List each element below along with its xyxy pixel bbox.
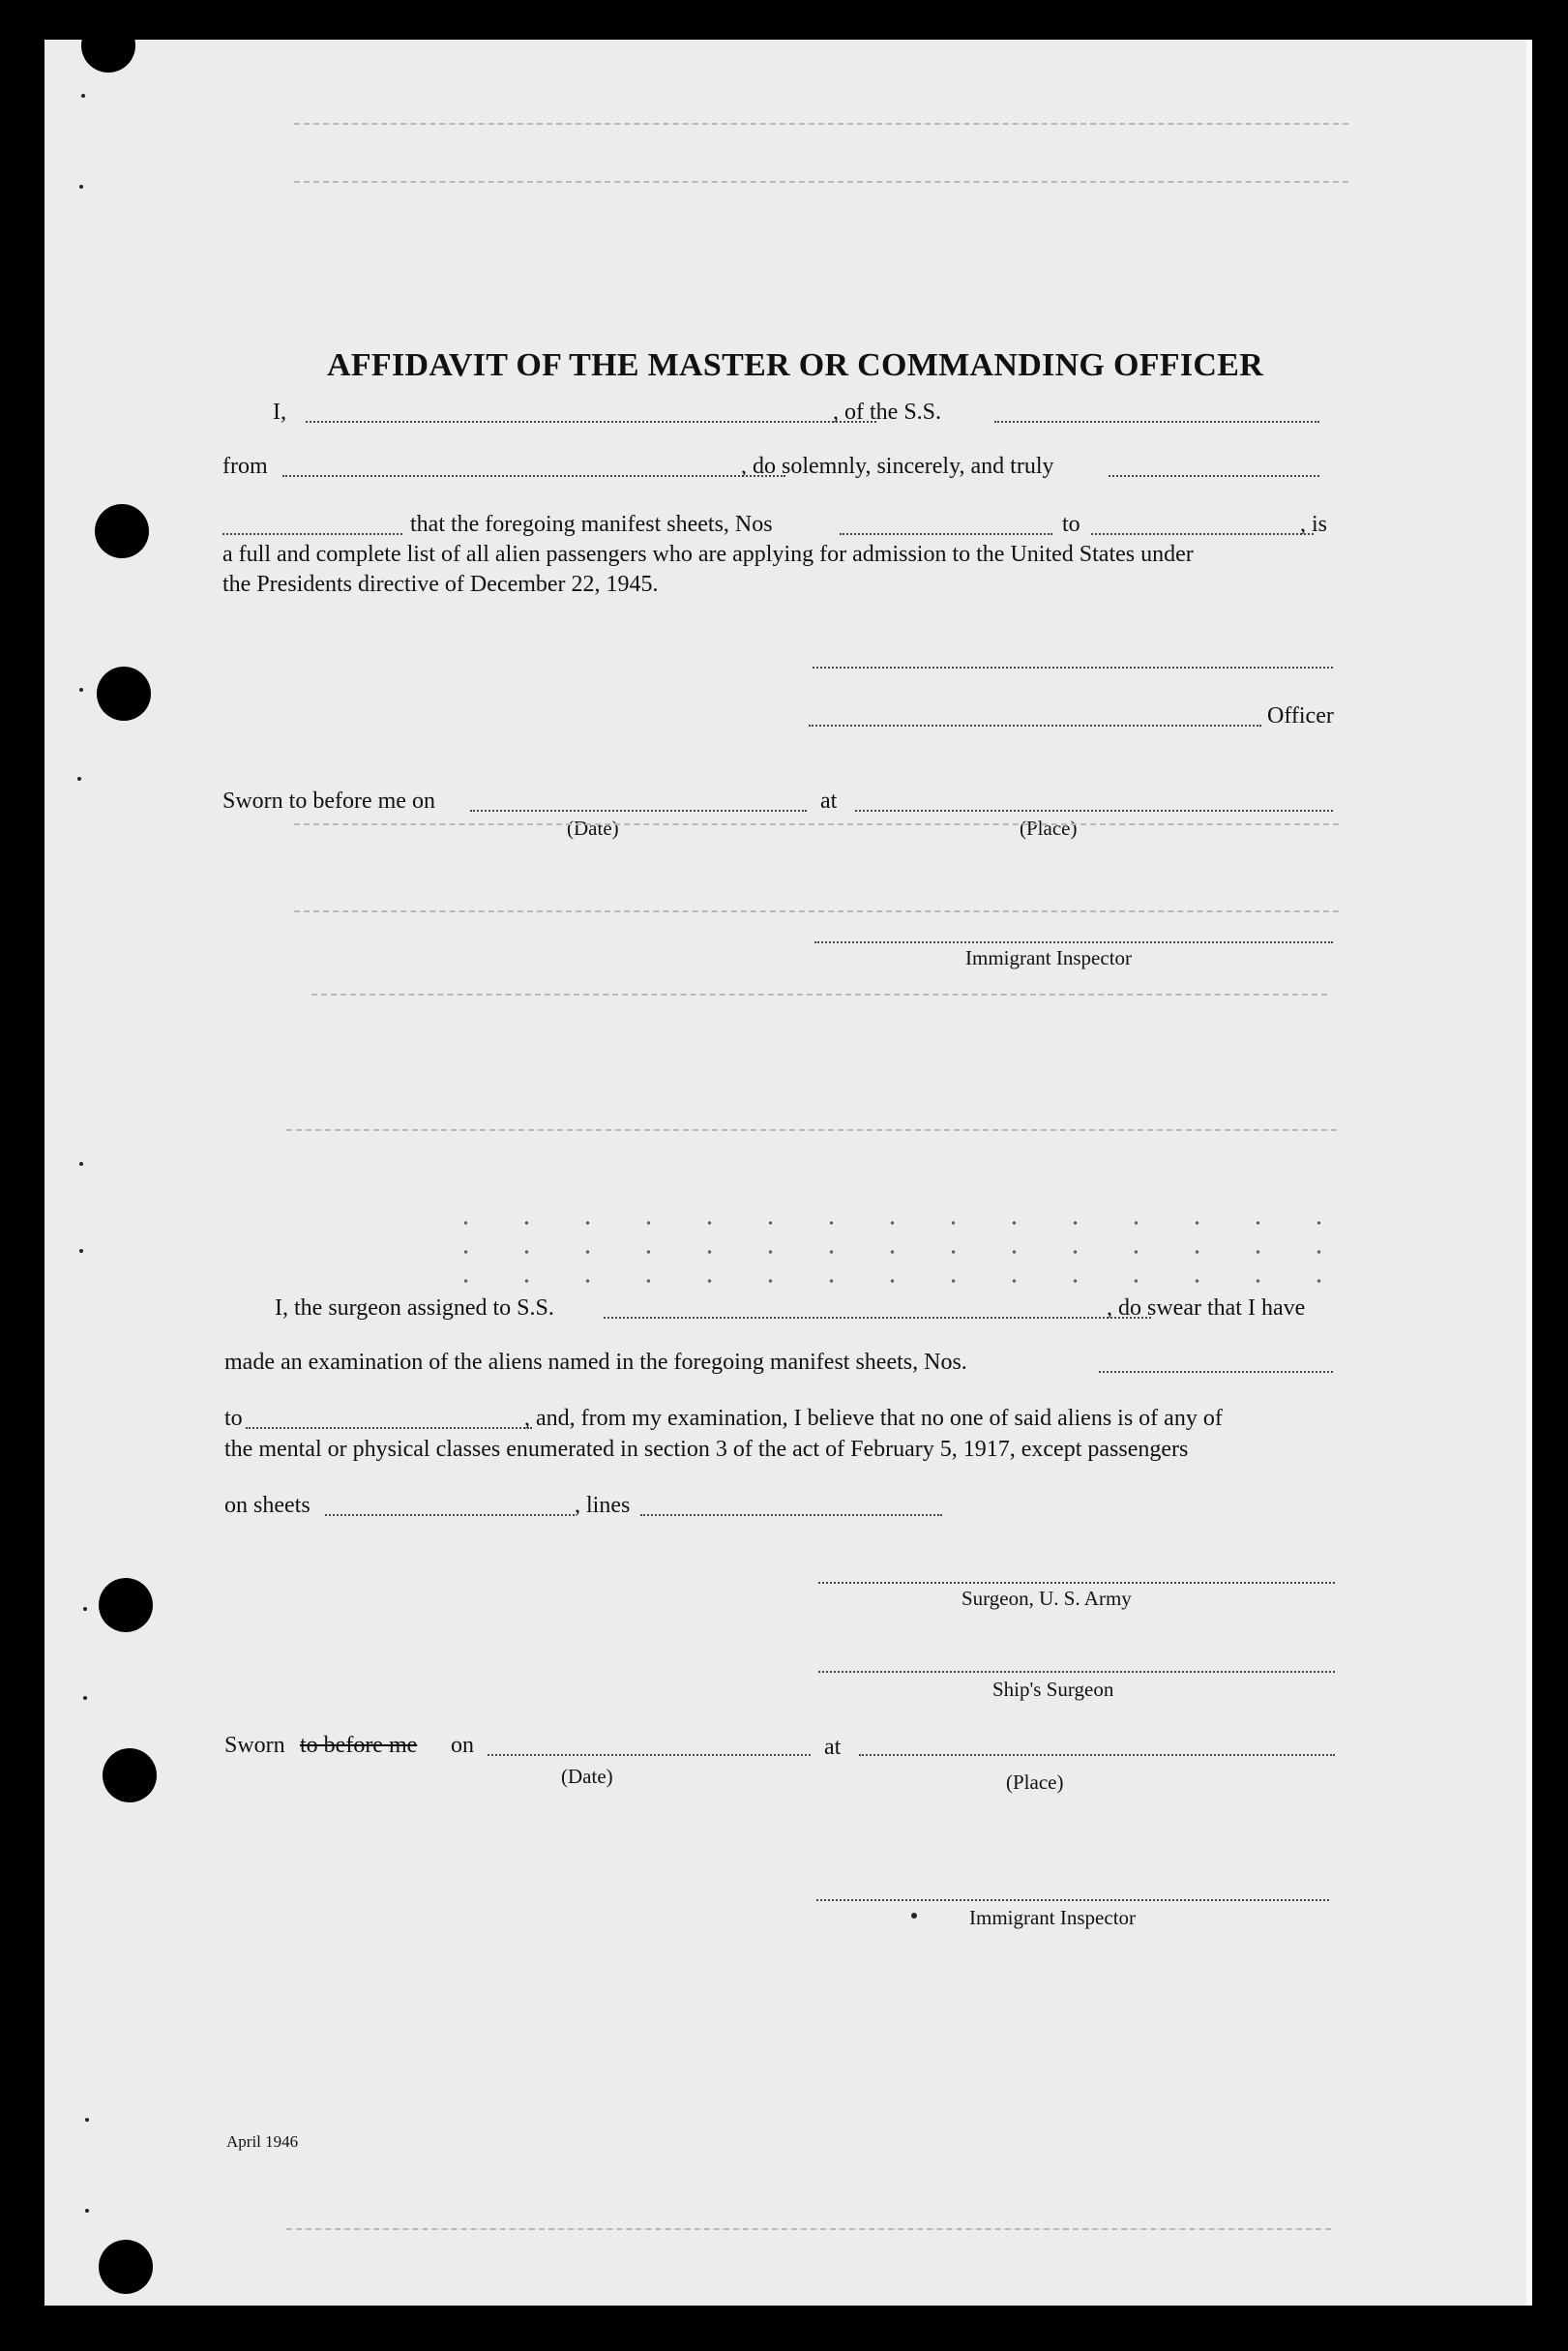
margin-speck <box>85 2209 89 2213</box>
sworn-place-field[interactable] <box>855 810 1333 812</box>
master-line2: a full and complete list of all alien passengers who are applying for admission to the United States under <box>222 542 1194 567</box>
port-from-field[interactable] <box>282 475 785 477</box>
from-label: from <box>222 454 268 479</box>
except-sheets-field[interactable] <box>325 1514 575 1516</box>
officer-name-line[interactable] <box>809 725 1261 727</box>
surgeon-line3b: , and, from my examination, I believe that no one of said aliens is of any of <box>524 1406 1223 1431</box>
ships-surgeon-signature-line[interactable] <box>818 1671 1335 1673</box>
place-caption: (Place) <box>1020 817 1078 840</box>
binder-hole <box>95 504 149 558</box>
officer-signature-line[interactable] <box>813 667 1333 669</box>
surgeon-line1a: I, the surgeon assigned to S.S. <box>275 1295 554 1321</box>
binder-hole <box>103 1748 157 1802</box>
surgeon-line2: made an examination of the aliens named in the foregoing manifest sheets, Nos. <box>224 1350 967 1375</box>
faint-rule <box>311 994 1327 996</box>
margin-speck <box>77 777 81 781</box>
ink-dot <box>911 1913 917 1919</box>
date-caption: (Date) <box>567 817 619 840</box>
sworn-at-label: at <box>820 789 838 814</box>
margin-speck <box>79 185 83 189</box>
binder-hole <box>99 1578 153 1632</box>
inspector-caption: Immigrant Inspector <box>965 946 1133 969</box>
manifest-text: that the foregoing manifest sheets, Nos <box>410 512 773 537</box>
sheet-from-field[interactable] <box>840 533 1052 535</box>
surgeon-line1b: , do swear that I have <box>1107 1295 1306 1321</box>
except-lines-field[interactable] <box>640 1514 942 1516</box>
form-title: AFFIDAVIT OF THE MASTER OR COMMANDING OFFICER <box>327 347 1264 383</box>
army-surgeon-caption: Surgeon, U. S. Army <box>962 1587 1132 1610</box>
surgeon-sworn-on: on <box>451 1733 474 1758</box>
surgeon-sworn-place-field[interactable] <box>859 1754 1335 1756</box>
margin-speck <box>81 94 85 98</box>
surgeon-line4: the mental or physical classes enumerated in section 3 of the act of February 5, 1917, except passengers <box>224 1437 1189 1462</box>
surgeon-sheet-from-field[interactable] <box>1099 1371 1333 1373</box>
form-revision-date: April 1946 <box>226 2132 299 2151</box>
ships-surgeon-caption: Ship's Surgeon <box>992 1678 1114 1701</box>
master-name-field[interactable] <box>306 421 876 423</box>
surgeon-at-label: at <box>824 1735 842 1760</box>
margin-speck <box>79 688 83 692</box>
sworn-label: Sworn to before me on <box>222 789 435 814</box>
solemnly-text: , do solemnly, sincerely, and truly <box>741 454 1054 479</box>
surgeon-inspector-caption: Immigrant Inspector <box>969 1906 1137 1929</box>
officer-label: Officer <box>1267 703 1334 729</box>
binder-hole <box>97 667 151 721</box>
margin-speck <box>83 1696 87 1700</box>
lines-label: , lines <box>575 1493 631 1518</box>
is-label: , is <box>1300 512 1328 537</box>
surgeon-date-caption: (Date) <box>561 1765 613 1788</box>
master-i-label: I, <box>273 400 286 425</box>
margin-speck <box>85 2118 89 2122</box>
struck-text: to before me <box>300 1733 418 1758</box>
faint-rule <box>294 123 1348 125</box>
truly-field[interactable] <box>1109 475 1319 477</box>
master-line3: the Presidents directive of December 22, 1945. <box>222 572 659 597</box>
faint-rule <box>286 2228 1331 2230</box>
declaration-field[interactable] <box>222 533 402 535</box>
binder-hole <box>81 18 135 73</box>
to-label: to <box>1062 512 1080 537</box>
binder-hole <box>99 2240 153 2294</box>
on-sheets-label: on sheets <box>224 1493 311 1518</box>
sheet-to-field[interactable] <box>1091 533 1314 535</box>
page-edge <box>1526 40 1532 2306</box>
surgeon-sworn-label: Sworn <box>224 1733 285 1758</box>
form-sheet <box>44 40 1532 2306</box>
faint-rule <box>294 181 1348 183</box>
margin-speck <box>79 1249 83 1253</box>
faint-dot-pattern <box>435 1208 1325 1295</box>
surgeon-sworn-date-field[interactable] <box>488 1754 811 1756</box>
margin-speck <box>79 1162 83 1166</box>
margin-speck <box>83 1607 87 1611</box>
faint-rule <box>294 910 1339 912</box>
surgeon-place-caption: (Place) <box>1006 1771 1064 1794</box>
surgeon-to-label: to <box>224 1406 243 1431</box>
faint-rule <box>286 1129 1337 1131</box>
surgeon-sheet-to-field[interactable] <box>246 1427 532 1429</box>
of-ss-label: , of the S.S. <box>833 400 942 425</box>
ship-name-field[interactable] <box>994 421 1319 423</box>
sworn-date-field[interactable] <box>470 810 807 812</box>
surgeon-ship-field[interactable] <box>604 1317 1151 1319</box>
surgeon-inspector-signature-line[interactable] <box>816 1899 1329 1901</box>
faint-rule <box>294 823 1339 825</box>
